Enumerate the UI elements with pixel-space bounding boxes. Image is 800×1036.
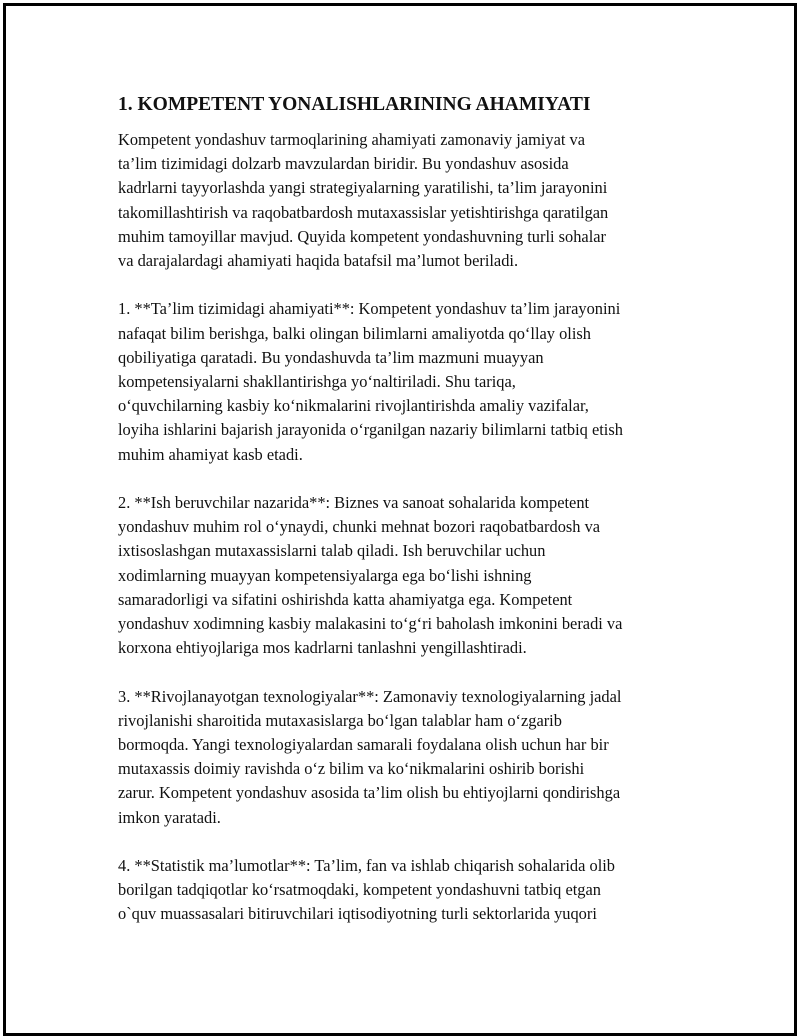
- text-line: kompetensiyalarni shakllantirishga yo‘naltiriladi. Shu tariqa,: [118, 372, 516, 392]
- paragraph: [118, 854, 698, 927]
- text-line: 1. **Ta’lim tizimidagi ahamiyati**: Kompetent yondashuv ta’lim jarayonini: [118, 299, 621, 319]
- text-line: yondashuv xodimning kasbiy malakasini to‘g‘ri baholash imkonini beradi va: [118, 614, 623, 634]
- text-line: zarur. Kompetent yondashuv asosida ta’lim olish bu ehtiyojlarni qondirishga: [118, 783, 621, 803]
- text-line: 3. **Rivojlanayotgan texnologiyalar**: Zamonaviy texnologiyalarning jadal: [118, 686, 622, 706]
- text-line: loyiha ishlarini bajarish jarayonida o‘rganilgan nazariy bilimlarni tatbiq etish: [118, 420, 623, 440]
- paragraph: [118, 491, 698, 660]
- text-line: imkon yaratadi.: [118, 807, 221, 827]
- section-heading: 1. KOMPETENT YONALISHLARINING AHAMIYATI: [118, 94, 591, 115]
- text-line: Kompetent yondashuv tarmoqlarining ahamiyati zamonaviy jamiyat va: [118, 130, 586, 149]
- paragraph: [118, 128, 698, 273]
- paragraph: [118, 685, 698, 830]
- text-line: o`quv muassasalari bitiruvchilari iqtisodiyotning turli sektorlarida yuqori: [118, 904, 597, 924]
- text-line: takomillashtirish va raqobatbardosh mutaxassislar yetishtirishga qaratilgan: [118, 202, 609, 222]
- text-line: ixtisoslashgan mutaxassislarni talab qiladi. Ish beruvchilar uchun: [118, 541, 546, 561]
- text-line: rivojlanishi sharoitida mutaxasislarga bo‘lgan talablar ham o‘zgarib: [118, 710, 562, 730]
- text-line: ta’lim tizimidagi dolzarb mavzulardan biridir. Bu yondashuv asosida: [118, 154, 569, 174]
- text-line: borilgan tadqiqotlar ko‘rsatmoqdaki, kompetent yondashuvni tatbiq etgan: [118, 880, 601, 900]
- text-line: yondashuv muhim rol o‘ynaydi, chunki mehnat bozori raqobatbardosh va: [118, 517, 601, 537]
- document-body: [118, 92, 698, 951]
- text-line: qobiliyatiga qaratadi. Bu yondashuvda ta’lim mazmuni muayyan: [118, 347, 544, 367]
- text-line: kadrlarni tayyorlashda yangi strategiyalarning yaratilishi, ta’lim jarayonini: [118, 178, 608, 198]
- text-line: samaradorligi va sifatini oshirishda katta ahamiyatga ega. Kompetent: [118, 589, 573, 609]
- text-line: 4. **Statistik ma’lumotlar**: Ta’lim, fan va ishlab chiqarish sohalarida olib: [118, 856, 616, 876]
- text-line: o‘quvchilarning kasbiy ko‘nikmalarini rivojlantirishda amaliy vazifalar,: [118, 396, 589, 416]
- paragraph: [118, 297, 698, 466]
- text-line: va darajalardagi ahamiyati haqida batafsil ma’lumot beriladi.: [118, 251, 519, 271]
- text-line: korxona ehtiyojlariga mos kadrlarni tanlashni yengillashtiradi.: [118, 638, 527, 658]
- text-line: mutaxassis doimiy ravishda o‘z bilim va ko‘nikmalarini oshirib borishi: [118, 759, 585, 779]
- paragraph-list: [118, 128, 698, 927]
- text-line: muhim ahamiyat kasb etadi.: [118, 444, 303, 464]
- text-line: nafaqat bilim berishga, balki olingan bilimlarni amaliyotda qo‘llay olish: [118, 323, 591, 343]
- text-line: bormoqda. Yangi texnologiyalardan samarali foydalana olish uchun har bir: [118, 735, 609, 755]
- text-line: 2. **Ish beruvchilar nazarida**: Biznes va sanoat sohalarida kompetent: [118, 493, 590, 513]
- text-line: xodimlarning muayyan kompetensiyalarga ega bo‘lishi ishning: [118, 565, 532, 585]
- text-line: muhim tamoyillar mavjud. Quyida kompetent yondashuvning turli sohalar: [118, 226, 606, 246]
